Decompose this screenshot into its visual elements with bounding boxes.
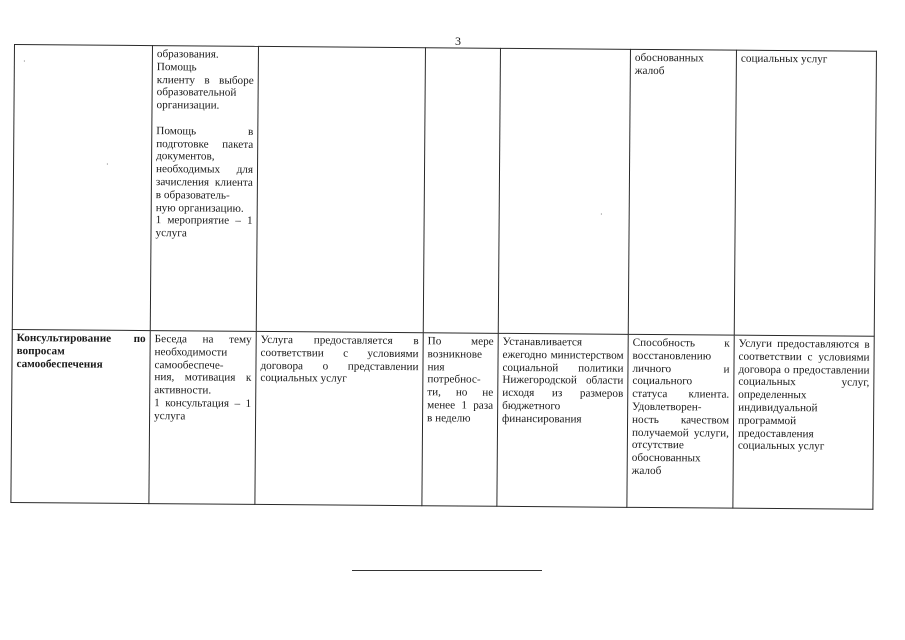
cell-service-name bbox=[12, 45, 152, 331]
cell-service-cost bbox=[498, 48, 630, 334]
cell-service-quality bbox=[628, 49, 736, 335]
service-quality-text: Способность к восстановлению личного и социального статуса клиента. Удовлетворен- ность качеством получаемой услуги, отсутствие обоснованных жалоб bbox=[631, 336, 730, 478]
services-table bbox=[10, 44, 877, 510]
footer-divider bbox=[352, 570, 542, 571]
service-frequency-text: По мере возникнове ния потребнос- ти, но не менее 1 раза в неделю bbox=[427, 335, 494, 425]
cell-service-name bbox=[11, 329, 150, 503]
page-number: 3 bbox=[455, 34, 461, 48]
table-row-consulting bbox=[11, 329, 874, 509]
cell-service-frequency bbox=[422, 333, 498, 507]
cell-service-description bbox=[149, 331, 256, 505]
scan-speck: · bbox=[106, 160, 109, 169]
service-name-text: Консультирование по вопросам самообеспечения bbox=[16, 332, 146, 371]
service-terms-text: Услуги предоставляются в соответствии с условиями договора о предоставлении социальных услуг, определенных индивидуальной программой предоставления социальных услуг bbox=[737, 337, 870, 453]
cell-service-terms bbox=[734, 50, 876, 336]
cell-service-conditions bbox=[255, 331, 423, 505]
service-quality-text: обоснованных жалоб bbox=[634, 51, 704, 77]
table-row-continuation bbox=[12, 45, 876, 337]
service-description-text: образования. Помощь клиенту в выборе образовательной организации. Помощь в подготовке пакета документов, необходимых для зачисления клиента в образователь- ную организацию. 1 мероприятие – 1 услуга bbox=[155, 48, 254, 240]
service-terms-text: социальных услуг bbox=[740, 52, 828, 66]
service-conditions-text: Услуга предоставляется в соответствии с условиями договора о представлении социальных услуг bbox=[260, 333, 419, 386]
service-description-text: Беседа на тему необходимости самообеспече- ния, мотивация к активности. 1 консультация – 1 услуга bbox=[154, 333, 252, 423]
service-cost-text: Устанавливается ежегодно министерством социальной политики Нижегородской области исходя из размеров бюджетного финансирования bbox=[502, 335, 624, 426]
cell-service-conditions bbox=[256, 46, 425, 332]
scan-speck: · bbox=[23, 57, 26, 66]
cell-service-description bbox=[150, 46, 258, 332]
cell-service-cost bbox=[497, 333, 628, 507]
cell-service-frequency bbox=[423, 48, 500, 334]
cell-service-quality bbox=[627, 334, 734, 508]
scan-speck: · bbox=[600, 210, 603, 219]
cell-service-terms bbox=[733, 335, 874, 509]
